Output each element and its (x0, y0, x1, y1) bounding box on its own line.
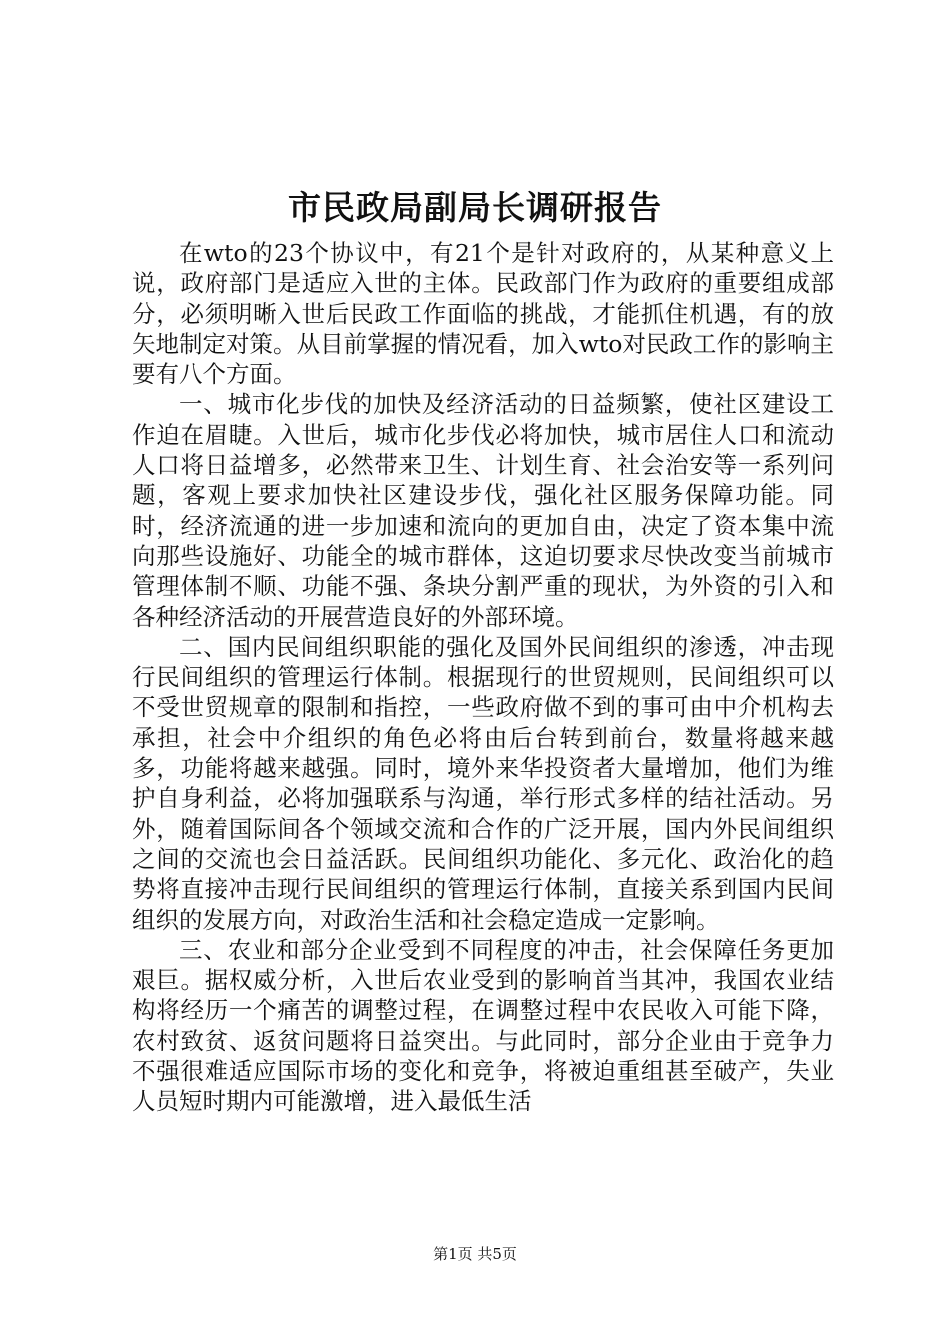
paragraph-intro: 在wto的23个协议中，有21个是针对政府的，从某种意义上说，政府部门是适应入世的主体。民政部门作为政府的重要组成部分，必须明晰入世后民政工作面临的挑战，才能抓住机遇，有的放矢地制定对策。从目前掌握的情况看，加入wto对民政工作的影响主要有八个方面。 (132, 239, 834, 389)
document-body (132, 238, 834, 1117)
page-footer: 第1页 共5页 (433, 1245, 517, 1263)
document-title: 市民政局副局长调研报告 (288, 188, 662, 227)
paragraph-section-1: 一、城市化步伐的加快及经济活动的日益频繁，使社区建设工作迫在眉睫。入世后，城市化步伐必将加快，城市居住人口和流动人口将日益增多，必然带来卫生、计划生育、社会治安等一系列问题，客观上要求加快社区建设步伐，强化社区服务保障功能。同时，经济流通的进一步加速和流向的更加自由，决定了资本集中流向那些设施好、功能全的城市群体，这迫切要求尽快改变当前城市管理体制不顺、功能不强、条块分割严重的现状，为外资的引入和各种经济活动的开展营造良好的外部环境。 (132, 390, 834, 631)
paragraph-section-3: 三、农业和部分企业受到不同程度的冲击，社会保障任务更加艰巨。据权威分析，入世后农业受到的影响首当其冲，我国农业结构将经历一个痛苦的调整过程，在调整过程中农民收入可能下降，农村致贫、返贫问题将日益突出。与此同时，部分企业由于竞争力不强很难适应国际市场的变化和竞争，将被迫重组甚至破产，失业人员短时期内可能激增，进入最低生活 (132, 935, 834, 1116)
paragraph-section-2: 二、国内民间组织职能的强化及国外民间组织的渗透，冲击现行民间组织的管理运行体制。根据现行的世贸规则，民间组织可以不受世贸规章的限制和指控，一些政府做不到的事可由中介机构去承担，社会中介组织的角色必将由后台转到前台，数量将越来越多，功能将越来越强。同时，境外来华投资者大量增加，他们为维护自身利益，必将加强联系与沟通，举行形式多样的结社活动。另外，随着国际间各个领域交流和合作的广泛开展，国内外民间组织之间的交流也会日益活跃。民间组织功能化、多元化、政治化的趋势将直接冲击现行民间组织的管理运行体制，直接关系到国内民间组织的发展方向，对政治生活和社会稳定造成一定影响。 (132, 632, 834, 934)
